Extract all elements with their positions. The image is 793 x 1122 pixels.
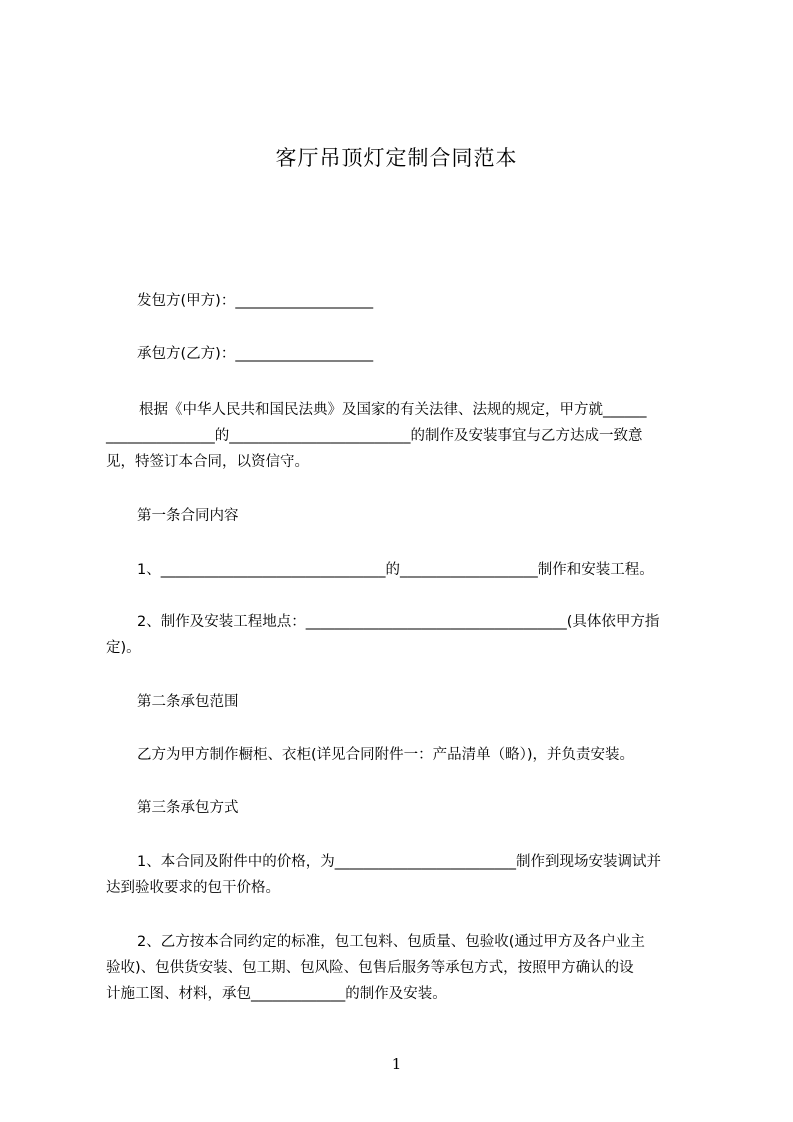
article-3-item-2-line-3: 计施工图、材料，承包_____________的制作及安装。 [106, 986, 447, 1002]
article-3-item-2-line-2: 验收)、包供货安装、包工期、包风险、包售后服务等承包方式，按照甲方确认的设 [106, 960, 634, 976]
intro-line-2: _______________的_________________________的制作及安装事宜与乙方达成一致意 [106, 428, 643, 444]
article-3-item-1-line-1: 1、本合同及附件中的价格，为_________________________制作到现场安装调试并 [137, 854, 661, 870]
intro-line-3: 见，特签订本合同，以资信守。 [106, 454, 309, 470]
intro-line-1: 根据《中华人民共和国民法典》及国家的有关法律、法规的规定，甲方就______ [139, 402, 647, 418]
article-2-heading: 第二条承包范围 [137, 694, 239, 710]
page-number: 1 [391, 1055, 402, 1073]
article-2-body: 乙方为甲方制作橱柜、衣柜(详见合同附件一：产品清单（略）)，并负责安装。 [137, 747, 635, 763]
article-3-heading: 第三条承包方式 [137, 800, 239, 816]
party-b-line: 承包方(乙方)：___________________ [137, 346, 374, 362]
document-title: 客厅吊顶灯定制合同范本 [275, 146, 518, 170]
article-1-item-2-line-1: 2、制作及安装工程地点：____________________________________(具体依甲方指 [137, 614, 660, 630]
article-1-item-1: 1、_______________________________的___________________制作和安装工程。 [137, 562, 654, 578]
article-1-heading: 第一条合同内容 [137, 508, 239, 524]
article-3-item-1-line-2: 达到验收要求的包干价格。 [106, 880, 280, 896]
article-1-item-2-line-2: 定)。 [106, 640, 141, 656]
party-a-line: 发包方(甲方)：___________________ [137, 293, 374, 309]
article-3-item-2-line-1: 2、乙方按本合同约定的标准，包工包料、包质量、包验收(通过甲方及各户业主 [137, 934, 645, 950]
